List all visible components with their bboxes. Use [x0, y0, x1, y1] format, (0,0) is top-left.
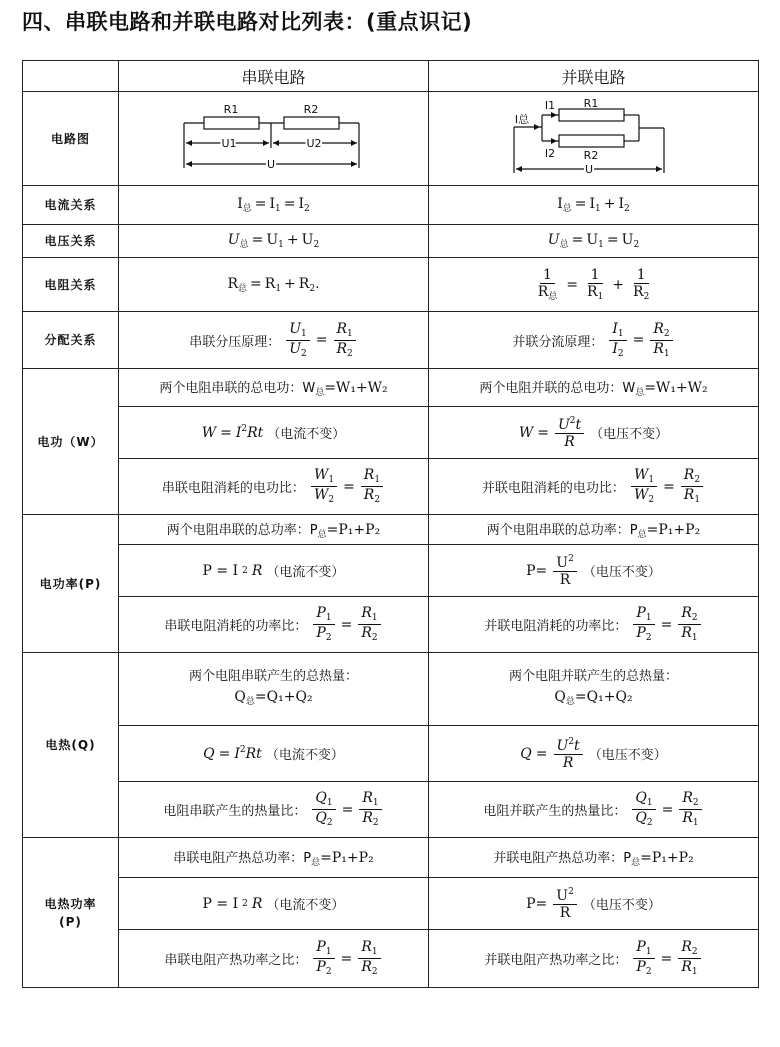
row-label-diagram: 电路图 — [23, 92, 119, 186]
series-distribution: 串联分压原理： $\frac{U_1}{U_2}$ = $\frac{R_1}{R_2}$ — [119, 312, 429, 369]
series-diagram-cell — [119, 92, 429, 186]
row-label-heat: 电热(Q) — [23, 653, 119, 838]
parallel-heat-total: 两个电阻并联产生的总热量： $Q_总=Q_1+Q_2$ — [429, 653, 759, 726]
series-work-ratio: 串联电阻消耗的电功比： $\frac{W_1}{W_2}$ = $\frac{R_1}{R_2}$ — [119, 459, 429, 515]
text: 并联分流原理： — [512, 334, 604, 350]
series-heat-formula: Q = $I^2Rt$ （电流不变） — [119, 726, 429, 782]
resistor-r1 — [559, 109, 624, 121]
power-row-ratio — [23, 597, 759, 653]
parallel-heat-power-ratio: 并联电阻产热功率之比： $\frac{P_1}{P_2}$ = $\frac{R_2}{R_1}$ — [429, 930, 759, 988]
comparison-table — [22, 60, 759, 988]
label-i1: I1 — [544, 98, 555, 112]
parallel-distribution: 并联分流原理： $\frac{I_1}{I_2}$ = $\frac{R_2}{R_1}$ — [429, 312, 759, 369]
label-r2: R2 — [303, 102, 318, 116]
heat-row-formula — [23, 726, 759, 782]
parallel-heat-power-formula: P= $\frac{U^2}{R}$ （电压不变） — [429, 878, 759, 930]
heat-row-total — [23, 653, 759, 726]
series-power-ratio: 串联电阻消耗的功率比： $\frac{P_1}{P_2}$ = $\frac{R_1}{R_2}$ — [119, 597, 429, 653]
resistor-r2 — [284, 117, 339, 129]
formula: $I_总 = I_1 + I_2$ — [557, 196, 630, 214]
page-title: 四、串联电路和并联电路对比列表：(重点识记) — [22, 10, 473, 34]
resistor-r1 — [204, 117, 259, 129]
diagram-row — [23, 92, 759, 186]
formula: $\frac{1}{R_总}$ = $\frac{1}{R_1}$ + $\frac{1}{R_2}$ — [537, 266, 650, 302]
heat-power-row-ratio — [23, 930, 759, 988]
label-u2: U2 — [305, 136, 322, 150]
voltage-row — [23, 225, 759, 258]
parallel-work-ratio: 并联电阻消耗的电功比： $\frac{W_1}{W_2}$ = $\frac{R_2}{R_1}$ — [429, 459, 759, 515]
parallel-work-total: 两个电阻并联的总电功：$W_总=W_1+W_2$ — [429, 369, 759, 407]
series-heat-power-ratio: 串联电阻产热功率之比： $\frac{P_1}{P_2}$ = $\frac{R_1}{R_2}$ — [119, 930, 429, 988]
parallel-power-total: 两个电阻串联的总功率：$P_总=P_1+P_2$ — [429, 515, 759, 545]
row-label-current: 电流关系 — [23, 186, 119, 225]
label-r2: R2 — [583, 148, 598, 162]
resistance-row — [23, 258, 759, 312]
label-r1: R1 — [223, 102, 238, 116]
row-label-distribution: 分配关系 — [23, 312, 119, 369]
formula: $U_总 = U_1 = U_2$ — [547, 232, 640, 250]
row-label-work: 电功（W） — [23, 369, 119, 515]
power-row-total — [23, 515, 759, 545]
corner-cell — [23, 61, 119, 92]
series-circuit-diagram — [174, 98, 374, 180]
text: 两个电阻并联的总电功：W — [479, 381, 636, 396]
work-row-ratio — [23, 459, 759, 515]
series-power-total: 两个电阻串联的总功率：$P_总=P_1+P_2$ — [119, 515, 429, 545]
work-row-total — [23, 369, 759, 407]
work-row-formula — [23, 407, 759, 459]
parallel-resistance — [429, 258, 759, 312]
heat-power-row-formula — [23, 878, 759, 930]
label-u: U — [584, 162, 593, 176]
label-r1: R1 — [583, 96, 598, 110]
series-heat-total: 两个电阻串联产生的总热量： $Q_总=Q_1+Q_2$ — [119, 653, 429, 726]
label-i2: I2 — [544, 146, 555, 160]
series-heat-power-total: 串联电阻产热总功率：$P_总=P_1+P_2$ — [119, 838, 429, 878]
heat-row-ratio — [23, 782, 759, 838]
row-label-power: 电功率(P) — [23, 515, 119, 653]
parallel-circuit-diagram — [504, 97, 684, 181]
power-row-formula — [23, 545, 759, 597]
formula: $U_总 = U_1 + U_2$ — [227, 232, 320, 250]
row-label-voltage: 电压关系 — [23, 225, 119, 258]
series-current — [119, 186, 429, 225]
parallel-header: 并联电路 — [429, 61, 759, 92]
distribution-row — [23, 312, 759, 369]
series-resistance — [119, 258, 429, 312]
label-i-total: I总 — [514, 112, 529, 126]
parallel-heat-formula: Q = $\frac{U^2t}{R}$ （电压不变） — [429, 726, 759, 782]
series-header: 串联电路 — [119, 61, 429, 92]
parallel-work-formula: W = $\frac{U^2t}{R}$ （电压不变） — [429, 407, 759, 459]
text: 串联分压原理： — [189, 334, 281, 350]
parallel-heat-ratio: 电阻并联产生的热量比： $\frac{Q_1}{Q_2}$ = $\frac{R_2}{R_1}$ — [429, 782, 759, 838]
series-power-formula: P = I 2 R （电流不变） — [119, 545, 429, 597]
current-row — [23, 186, 759, 225]
label-u: U — [266, 157, 275, 171]
parallel-power-ratio: 并联电阻消耗的功率比： $\frac{P_1}{P_2}$ = $\frac{R_2}{R_1}$ — [429, 597, 759, 653]
series-work-total: 两个电阻串联的总电功：$W_总=W_1+W_2$ — [119, 369, 429, 407]
text: 两个电阻串联的总电功：W — [159, 381, 316, 396]
formula: $I_总 = I_1 = I_2$ — [237, 196, 310, 214]
parallel-voltage — [429, 225, 759, 258]
formula: $R_总 = R_1 + R_2$. — [227, 275, 320, 294]
header-row — [23, 61, 759, 92]
parallel-diagram-cell — [429, 92, 759, 186]
heat-power-row-total — [23, 838, 759, 878]
series-voltage — [119, 225, 429, 258]
series-heat-ratio: 电阻串联产生的热量比： $\frac{Q_1}{Q_2}$ = $\frac{R_1}{R_2}$ — [119, 782, 429, 838]
series-heat-power-formula: P = I 2 R （电流不变） — [119, 878, 429, 930]
row-label-heat-power: 电热功率 (P) — [23, 838, 119, 988]
label-u1: U1 — [220, 136, 237, 150]
row-label-resistance: 电阻关系 — [23, 258, 119, 312]
parallel-heat-power-total: 并联电阻产热总功率：$P_总=P_1+P_2$ — [429, 838, 759, 878]
resistor-r2 — [559, 135, 624, 147]
parallel-power-formula: P= $\frac{U^2}{R}$ （电压不变） — [429, 545, 759, 597]
parallel-current — [429, 186, 759, 225]
series-work-formula: W = $I^2Rt$ （电流不变） — [119, 407, 429, 459]
